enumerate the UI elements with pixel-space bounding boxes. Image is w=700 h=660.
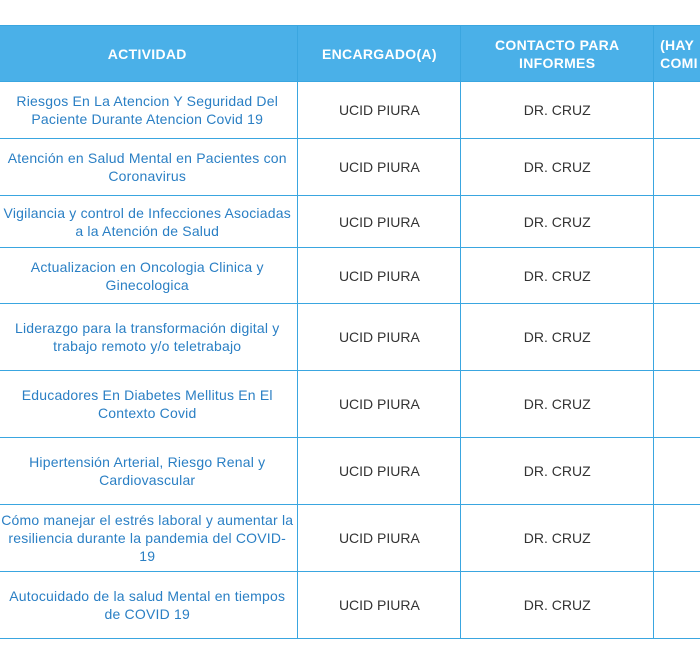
table-row [0, 505, 700, 572]
activity-link[interactable]: Hipertensión Arterial, Riesgo Renal y Cardiovascular [29, 454, 266, 488]
contact-cell: DR. CRUZ [461, 139, 654, 196]
owner-cell: UCID PIURA [298, 304, 461, 371]
activity-link[interactable]: Liderazgo para la transformación digital y trabajo remoto y/o teletrabajo [15, 320, 280, 354]
table-row [0, 371, 700, 438]
extra-cell [654, 196, 700, 248]
contact-cell: DR. CRUZ [461, 572, 654, 639]
owner-cell: UCID PIURA [298, 248, 461, 304]
activity-cell[interactable] [0, 371, 298, 438]
contact-cell: DR. CRUZ [461, 438, 654, 505]
extra-cell [654, 82, 700, 139]
activity-cell[interactable] [0, 139, 298, 196]
owner-cell: UCID PIURA [298, 82, 461, 139]
contact-cell: DR. CRUZ [461, 371, 654, 438]
activity-cell[interactable] [0, 505, 298, 572]
extra-cell [654, 371, 700, 438]
table-row [0, 572, 700, 639]
activity-cell[interactable] [0, 248, 298, 304]
table-row [0, 82, 700, 139]
extra-cell [654, 248, 700, 304]
extra-cell [654, 304, 700, 371]
activity-cell[interactable] [0, 438, 298, 505]
header-owner: ENCARGADO(A) [298, 26, 461, 82]
contact-cell: DR. CRUZ [461, 196, 654, 248]
activities-table-container [0, 25, 700, 639]
activity-link[interactable]: Vigilancia y control de Infecciones Asociadas a la Atención de Salud [3, 204, 291, 239]
owner-cell: UCID PIURA [298, 505, 461, 572]
owner-cell: UCID PIURA [298, 371, 461, 438]
contact-cell: DR. CRUZ [461, 248, 654, 304]
activity-cell[interactable] [0, 82, 298, 139]
header-extra [654, 26, 700, 82]
contact-cell: DR. CRUZ [461, 82, 654, 139]
header-extra-text: (HAY COMI [660, 36, 698, 71]
owner-cell: UCID PIURA [298, 572, 461, 639]
header-activity: ACTIVIDAD [0, 26, 298, 82]
contact-cell: DR. CRUZ [461, 304, 654, 371]
table-row [0, 248, 700, 304]
activity-link[interactable]: Atención en Salud Mental en Pacientes con Coronavirus [7, 150, 287, 184]
table-row [0, 438, 700, 505]
table-header-row [0, 26, 700, 82]
owner-cell: UCID PIURA [298, 139, 461, 196]
owner-cell: UCID PIURA [298, 438, 461, 505]
activities-table [0, 25, 700, 639]
extra-cell [654, 572, 700, 639]
activity-link[interactable]: Cómo manejar el estrés laboral y aumentar la resiliencia durante la pandemia del COVID-19 [1, 512, 294, 564]
table-row [0, 139, 700, 196]
table-row [0, 196, 700, 248]
activity-cell[interactable] [0, 572, 298, 639]
activity-link[interactable]: Riesgos En La Atencion Y Seguridad Del Paciente Durante Atencion Covid 19 [16, 93, 279, 127]
owner-cell: UCID PIURA [298, 196, 461, 248]
table-row [0, 304, 700, 371]
activity-link[interactable]: Autocuidado de la salud Mental en tiempos de COVID 19 [9, 588, 286, 622]
contact-cell: DR. CRUZ [461, 505, 654, 572]
activity-cell[interactable] [0, 304, 298, 371]
activity-link[interactable]: Educadores En Diabetes Mellitus En El Contexto Covid [21, 387, 273, 421]
activity-link[interactable]: Actualizacion en Oncologia Clinica y Ginecologica [30, 258, 264, 293]
activity-cell[interactable] [0, 196, 298, 248]
header-contact: CONTACTO PARA INFORMES [461, 26, 654, 82]
extra-cell [654, 505, 700, 572]
extra-cell [654, 438, 700, 505]
extra-cell [654, 139, 700, 196]
